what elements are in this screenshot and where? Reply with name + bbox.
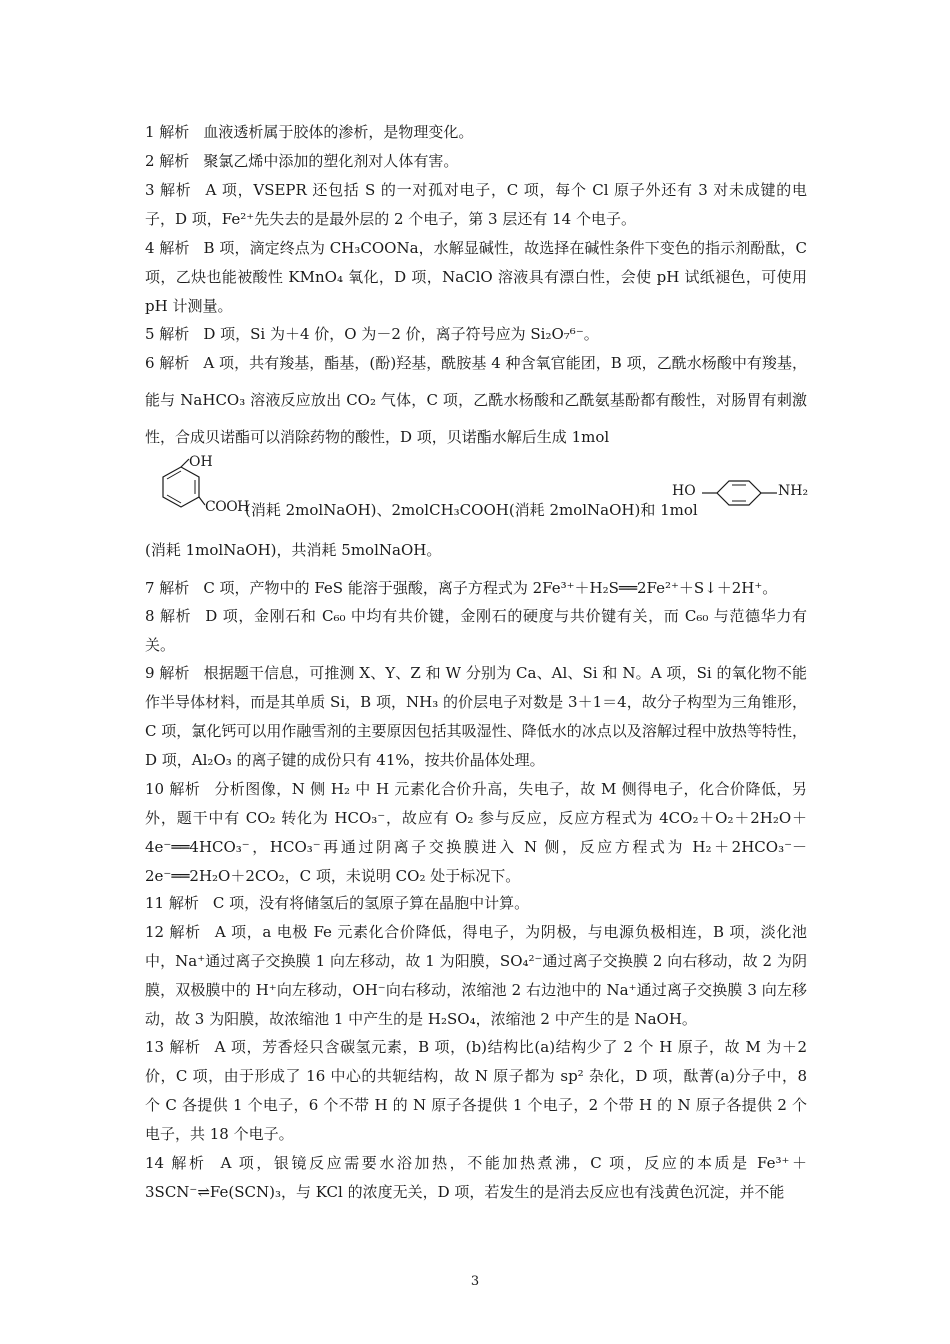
answer-label: 3 解析 (145, 181, 192, 199)
page-number: 3 (470, 1274, 480, 1289)
answer-text: A 项，芳香烃只含碳氢元素，B 项，(b)结构比(a)结构少了 2 个 H 原子，故 M 为＋2 价，C 项，由于形成了 16 中心的共轭结构，故 N 原子都为 sp² 杂化，D 项，酞菁(a)分子中，8 个 C 各提供 1 个电子，6 个不带 H 的 N 原子各提供 1 个电子，2 个带 H 的 N 原子各提供 2 个电子，共 18 个电子。 (145, 1038, 808, 1143)
answer-text: A 项，共有羧基，酯基，(酚)羟基，酰胺基 4 种含氧官能团，B 项，乙酰水杨酸中有羧基，能与 NaHCO₃ 溶液反应放出 CO₂ 气体，C 项，乙酰水杨酸和乙酰氨基酚都有酸性，对肠胃有刺激性，合成贝诺酯可以消除药物的酸性，D 项，贝诺酯水解后生成 1mol (145, 354, 807, 446)
answer-3 (145, 176, 807, 234)
answer-4 (145, 234, 807, 321)
answer-label: 5 解析 (145, 325, 190, 343)
answer-label: 14 解析 (145, 1154, 207, 1172)
ho-label: HO (672, 483, 696, 499)
answer-8 (145, 602, 807, 660)
structure-middle-text: (消耗 2molNaOH)、2molCH₃COOH(消耗 2molNaOH)和 1mol (245, 501, 698, 519)
answer-label: 11 解析 (145, 894, 199, 912)
answer-10 (145, 775, 807, 891)
answer-7 (145, 574, 807, 603)
answer-6 (145, 345, 807, 456)
structure-after-text: (消耗 1molNaOH)，共消耗 5molNaOH。 (145, 541, 442, 559)
answer-label: 9 解析 (145, 664, 190, 682)
answer-label: 7 解析 (145, 579, 190, 597)
answer-text: 根据题干信息，可推测 X、Y、Z 和 W 分别为 Ca、Al、Si 和 N。A 项，Si 的氧化物不能作半导体材料，而是其单质 Si，B 项，NH₃ 的价层电子对数是 3＋1＝4，故分子构型为三角锥形，C 项，氯化钙可以用作融雪剂的主要原因包括其吸湿性、降低水的冰点以及溶解过程中放热等特性，D 项，Al₂O₃ 的离子键的成份只有 41%，按共价晶体处理。 (145, 664, 808, 769)
answer-13 (145, 1033, 807, 1149)
structure-row (145, 454, 809, 535)
answer-text: A 项，VSEPR 还包括 S 的一对孤对电子，C 项，每个 Cl 原子外还有 3 对未成键的电子，D 项，Fe²⁺先失去的是最外层的 2 个电子，第 3 层还有 14 个电子。 (145, 181, 808, 228)
answer-label: 2 解析 (145, 152, 190, 170)
answer-text: 聚氯乙烯中添加的塑化剂对人体有害。 (203, 152, 459, 170)
answer-1 (145, 118, 807, 147)
answer-text: A 项，a 电极 Fe 元素化合价降低，得电子，为阴极，与电源负极相连，B 项，淡化池中，Na⁺通过离子交换膜 1 向左移动，故 1 为阳膜，SO₄²⁻通过离子交换膜 2 向右移动，故 2 为阴膜，双极膜中的 H⁺向左移动，OH⁻向右移动，浓缩池 2 右边池中的 Na⁺通过离子交换膜 3 向左移动，故 3 为阳膜，故浓缩池 1 中产生的是 H₂SO₄，浓缩池 2 中产生的是 NaOH。 (145, 923, 807, 1028)
answer-text: C 项，没有将储氢后的氢原子算在晶胞中计算。 (212, 894, 530, 912)
answer-text: 血液透析属于胶体的渗析，是物理变化。 (203, 123, 474, 141)
answer-text: B 项，滴定终点为 CH₃COONa，水解显碱性，故选择在碱性条件下变色的指示剂酚酞，C 项，乙炔也能被酸性 KMnO₄ 氧化，D 项，NaClO 溶液具有漂白性，会使 pH 试纸褪色，可使用 pH 计测量。 (145, 239, 807, 315)
cooh-label: COOH (205, 499, 249, 515)
nh2-label: NH₂ (778, 483, 809, 499)
answer-text: D 项，金刚石和 C₆₀ 中均有共价键，金刚石的硬度与共价键有关，而 C₆₀ 与范德华力有关。 (145, 607, 807, 654)
answer-14 (145, 1149, 807, 1207)
answer-label: 6 解析 (145, 354, 190, 372)
salicylic-acid-structure (145, 457, 807, 535)
answer-text: A 项，银镜反应需要水浴加热，不能加热煮沸，C 项，反应的本质是 Fe³⁺＋3SCN⁻⇌Fe(SCN)₃，与 KCl 的浓度无关，D 项，若发生的是消去反应也有浅黄色沉淀，并不能 (145, 1154, 808, 1201)
answer-label: 4 解析 (145, 239, 190, 257)
answer-text: C 项，产物中的 FeS 能溶于强酸，离子方程式为 2Fe³⁺＋H₂S══2Fe²⁺＋S↓＋2H⁺。 (203, 579, 778, 597)
answer-2 (145, 147, 807, 176)
answer-text: 分析图像，N 侧 H₂ 中 H 元素化合价升高，失电子，故 M 侧得电子，化合价降低，另外，题干中有 CO₂ 转化为 HCO₃⁻，故应有 O₂ 参与反应，反应方程式为 4CO₂＋O₂＋2H₂O＋4e⁻══4HCO₃⁻，HCO₃⁻再通过阴离子交换膜进入 N 侧，反应方程式为 H₂＋2HCO₃⁻－2e⁻══2H₂O＋2CO₂，C 项，未说明 CO₂ 处于标况下。 (145, 780, 807, 885)
answer-label: 13 解析 (145, 1038, 201, 1056)
answer-label: 1 解析 (145, 123, 190, 141)
answer-11 (145, 889, 807, 918)
answer-label: 12 解析 (145, 923, 201, 941)
answer-12 (145, 918, 807, 1034)
answer-text: D 项，Si 为＋4 价，O 为－2 价，离子符号应为 Si₂O₇⁶⁻。 (203, 325, 599, 343)
answer-9 (145, 659, 807, 775)
answer-label: 10 解析 (145, 780, 201, 798)
oh-label: OH (189, 454, 213, 470)
answer-label: 8 解析 (145, 607, 192, 625)
